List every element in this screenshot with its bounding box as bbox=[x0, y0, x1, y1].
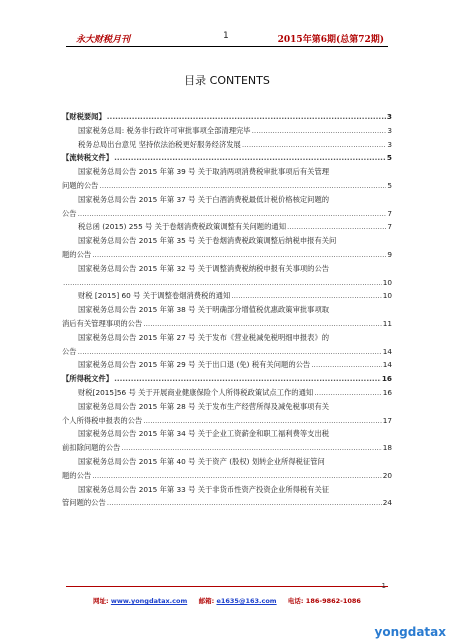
table-of-contents bbox=[62, 112, 392, 512]
toc-page: 3 bbox=[387, 139, 392, 149]
toc-page: 14 bbox=[382, 360, 392, 370]
toc-item[interactable] bbox=[62, 402, 392, 425]
toc-item-text: 财税[2015]56 号 关于开展商业健康保险个人所得税政策试点工作的通知 bbox=[78, 387, 314, 397]
toc-section-title: 【财税要闻】 bbox=[62, 112, 106, 121]
site-link[interactable]: www.yongdatax.com bbox=[110, 597, 188, 605]
dot-leader bbox=[92, 471, 382, 480]
toc-section[interactable] bbox=[62, 153, 392, 162]
toc-item-text: 国家税务总局公告 2015 年第 33 号 关于非货币性资产投资企业所得税有关征 bbox=[78, 484, 330, 494]
toc-item[interactable] bbox=[62, 485, 392, 508]
dot-leader bbox=[287, 222, 386, 231]
mail-link[interactable]: e1635@163.com bbox=[216, 597, 277, 605]
toc-page: 3 bbox=[386, 112, 392, 121]
toc-section-title: 【流转税文件】 bbox=[62, 153, 114, 163]
phone-number: 186-9862-1086 bbox=[305, 597, 361, 605]
toc-item-text: 国家税务总局公告 2015 年第 32 号 关于调整消费税纳税申报有关事项的公告 bbox=[78, 263, 330, 273]
toc-item-text: 税总函 (2015) 255 号 关于卷烟消费税政策调整有关问题的通知 bbox=[78, 222, 286, 232]
toc-item-text: 题的公告 bbox=[62, 470, 92, 480]
toc-item-text: 税务总局出台意见 坚持依法治税更好服务经济发展 bbox=[78, 139, 241, 149]
dot-leader bbox=[314, 388, 382, 397]
toc-page: 10 bbox=[382, 277, 392, 287]
toc-section[interactable] bbox=[62, 112, 392, 121]
running-header bbox=[68, 30, 386, 46]
toc-page: 9 bbox=[387, 249, 392, 259]
toc-page: 17 bbox=[382, 415, 392, 425]
toc-item-text: 国家税务总局公告 2015 年第 27 号 关于发布《营业税减免税明细申报表》的 bbox=[78, 332, 330, 342]
dot-leader bbox=[107, 112, 386, 121]
toc-item-text: 国家税务总局公告 2015 年第 39 号 关于取消两项消费税审批事项后有关管理 bbox=[78, 167, 330, 177]
issue-label: 2015年第6期(总第72期) bbox=[277, 35, 384, 45]
toc-page: 16 bbox=[381, 374, 392, 384]
site-label: 网址: bbox=[93, 597, 109, 605]
dot-leader bbox=[114, 153, 386, 162]
toc-item-text: 公告 bbox=[62, 346, 77, 356]
toc-item[interactable] bbox=[62, 360, 392, 369]
toc-item[interactable] bbox=[62, 140, 392, 149]
toc-item-text: 国家税务总局公告 2015 年第 37 号 关于白酒消费税最低计税价格核定问题的 bbox=[78, 194, 330, 204]
journal-name: 永大财税月刊 bbox=[76, 35, 131, 45]
header-rule bbox=[66, 46, 388, 47]
toc-item-text: 前扣除问题的公告 bbox=[62, 443, 121, 453]
toc-page: 5 bbox=[387, 180, 392, 190]
dot-leader bbox=[143, 416, 381, 425]
toc-item-text: 国家税务总局公告 2015 年第 29 号 关于出口退 (免) 税有关问题的公告 bbox=[78, 360, 311, 370]
toc-item[interactable] bbox=[62, 457, 392, 480]
toc-section-title: 【所得税文件】 bbox=[62, 374, 114, 384]
toc-item-text: 国家税务总局公告 2015 年第 34 号 关于企业工资薪金和职工福利费等支出税 bbox=[78, 429, 330, 439]
toc-item[interactable] bbox=[62, 195, 392, 218]
dot-leader bbox=[311, 360, 381, 369]
toc-item[interactable] bbox=[62, 126, 392, 135]
toc-item-text: 国家税务总局: 税务非行政许可审批事项全部清理完毕 bbox=[78, 125, 251, 135]
toc-item[interactable] bbox=[62, 388, 392, 397]
toc-section[interactable] bbox=[62, 374, 392, 383]
page-number: 1 bbox=[381, 582, 386, 590]
toc-item-text: 问题的公告 bbox=[62, 180, 99, 190]
watermark: yongdatax bbox=[374, 625, 446, 639]
dot-leader bbox=[114, 374, 381, 383]
dot-leader bbox=[143, 319, 381, 328]
toc-item-text: 国家税务总局公告 2015 年第 28 号 关于发布生产经营所得及减免税事项有关 bbox=[78, 401, 330, 411]
toc-item[interactable] bbox=[62, 167, 392, 190]
toc-page: 18 bbox=[382, 443, 392, 453]
toc-item-text: 公告 bbox=[62, 208, 77, 218]
toc-page: 24 bbox=[382, 498, 392, 508]
mail-label: 邮箱: bbox=[198, 597, 215, 605]
toc-page: 10 bbox=[382, 291, 392, 301]
toc-item[interactable] bbox=[62, 264, 392, 287]
toc-page: 14 bbox=[382, 346, 392, 356]
page-title: 目录 CONTENTS bbox=[184, 74, 270, 87]
toc-item-text: 国家税务总局公告 2015 年第 35 号 关于卷烟消费税政策调整后纳税申报有关问 bbox=[78, 236, 337, 246]
toc-item-text: 国家税务总局公告 2015 年第 38 号 关于明确部分增值税优惠政策审批事项取 bbox=[78, 305, 330, 315]
toc-page: 7 bbox=[387, 208, 392, 218]
toc-item-text: 管问题的公告 bbox=[62, 498, 106, 508]
toc-item-text: 个人所得税申报表的公告 bbox=[62, 415, 143, 425]
header-page-number: 1 bbox=[223, 31, 229, 41]
toc-item[interactable] bbox=[62, 305, 392, 328]
toc-item-text: 财税 [2015] 60 号 关于调整卷烟消费税的通知 bbox=[78, 291, 231, 301]
footer-rule bbox=[66, 586, 388, 587]
phone-label: 电话: bbox=[287, 597, 304, 605]
toc-item[interactable] bbox=[62, 222, 392, 231]
toc-item[interactable] bbox=[62, 429, 392, 452]
dot-leader bbox=[63, 278, 382, 287]
dot-leader bbox=[99, 181, 386, 190]
dot-leader bbox=[242, 140, 386, 149]
dot-leader bbox=[92, 250, 386, 259]
dot-leader bbox=[78, 347, 382, 356]
toc-item[interactable] bbox=[62, 236, 392, 259]
dot-leader bbox=[252, 126, 387, 135]
toc-page: 7 bbox=[387, 222, 392, 232]
dot-leader bbox=[231, 291, 381, 300]
dot-leader bbox=[78, 209, 387, 218]
toc-page: 16 bbox=[382, 387, 392, 397]
toc-page: 5 bbox=[386, 153, 392, 163]
toc-item-text: 消后有关管理事项的公告 bbox=[62, 318, 143, 328]
toc-item-text: 国家税务总局公告 2015 年第 40 号 关于资产 (股权) 划转企业所得税征管问 bbox=[78, 456, 325, 466]
footer-contact bbox=[0, 596, 454, 605]
toc-page: 11 bbox=[382, 318, 392, 328]
dot-leader bbox=[121, 443, 381, 452]
toc-page: 3 bbox=[387, 125, 392, 135]
toc-item[interactable] bbox=[62, 333, 392, 356]
toc-page: 20 bbox=[382, 470, 392, 480]
toc-item-text: 题的公告 bbox=[62, 249, 92, 259]
dot-leader bbox=[107, 498, 382, 507]
toc-item[interactable] bbox=[62, 291, 392, 300]
